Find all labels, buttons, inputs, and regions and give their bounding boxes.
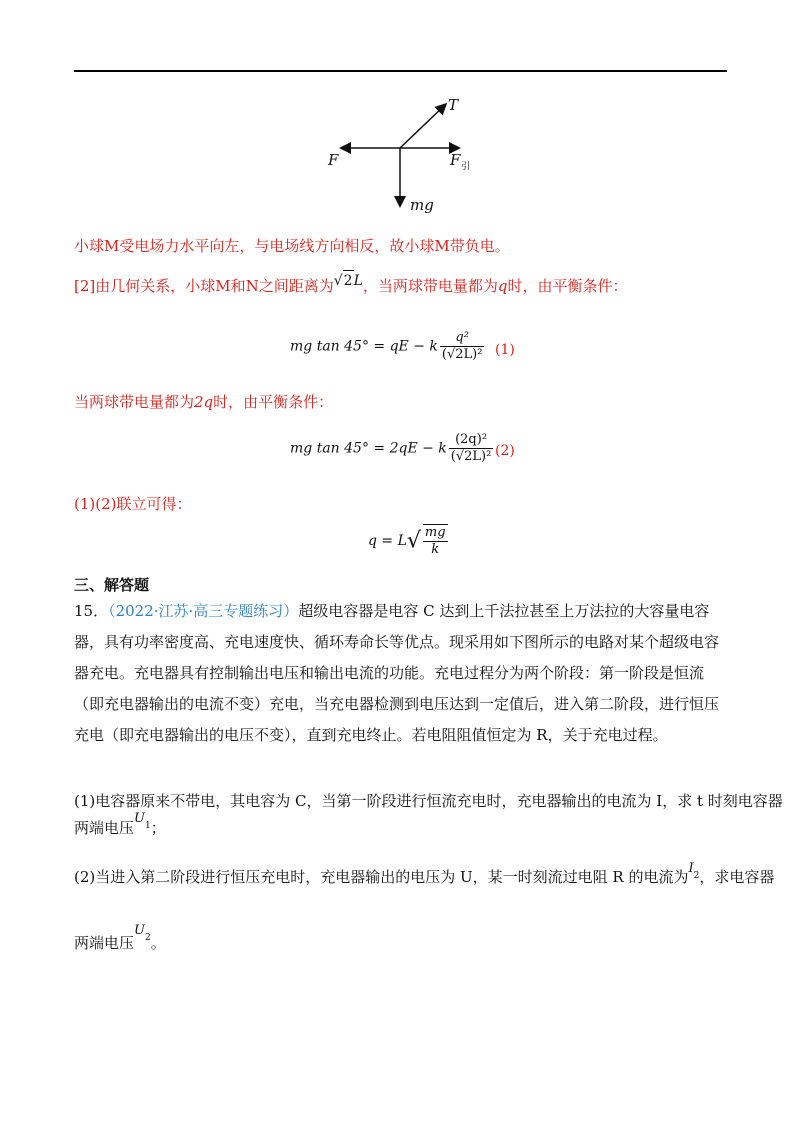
label-T: T bbox=[448, 96, 459, 114]
equation-3: q = L√ $\frac{mg}{k}$ bbox=[368, 525, 446, 557]
solution-line-3: 当两球带电量都为2q时，由平衡条件： bbox=[74, 393, 334, 411]
question-15 bbox=[74, 596, 728, 751]
equation-1-tag: (1) bbox=[495, 342, 515, 358]
force-diagram bbox=[320, 95, 500, 220]
question-source: （2022·江苏·高三专题练习） bbox=[108, 602, 299, 620]
question-stem: 超级电容器是电容 C 达到上千法拉甚至上万法拉的大容量电容器，具有功率密度高、充电速度快、循环寿命长等优点。现采用如下图所示的电路对某个超级电容器充电。充电器具有控制输出电压和输出电流的功能。充电过程分为两个阶段：第一阶段是恒流（即充电器输出的电流不变）充电，当充电器检测到电压达到一定值后，进入第二阶段，进行恒压充电（即充电器输出的电压不变），直到充电终止。若电阻阻值恒定为 R，关于充电过程。 bbox=[74, 602, 720, 744]
solution-line-4: (1)(2)联立可得： bbox=[74, 495, 192, 513]
section-title: 三、解答题 bbox=[74, 576, 150, 594]
label-F-yin-sub: 引 bbox=[461, 162, 471, 172]
label-mg: mg bbox=[410, 196, 434, 214]
subquestion-1-line-2: 两端电压$U_1$； bbox=[74, 811, 166, 837]
equation-2: mg tan 45° = 2qE − k $\frac{\text{(2q)²}}{\text{(√2L)²}}$ bbox=[290, 432, 492, 464]
equation-2-tag: (2) bbox=[495, 443, 515, 459]
solution-line-2: [2]由几何关系，小球M和N之间距离为√2L，当两球带电量都为q时，由平衡条件： bbox=[74, 276, 628, 297]
solution-line-1: 小球M受电场力水平向左，与电场线方向相反，故小球M带负电。 bbox=[74, 237, 510, 255]
label-F-yin: F bbox=[450, 151, 461, 169]
subquestion-1-line-1: (1)电容器原来不带电，其电容为 C，当第一阶段进行恒流充电时，充电器输出的电流为 I，求 t 时刻电容器 bbox=[74, 792, 783, 810]
subquestion-2-line-1: (2)当进入第二阶段进行恒压充电时，充电器输出的电压为 U，某一时刻流过电阻 R 的电流为$I^2$，求电容器 bbox=[74, 861, 775, 886]
question-number: 15． bbox=[74, 602, 109, 620]
header-rule bbox=[74, 70, 727, 72]
arrow-T bbox=[400, 105, 445, 148]
label-F: F bbox=[328, 151, 339, 169]
subquestion-2-line-2: 两端电压$U_2$。 bbox=[74, 923, 166, 952]
equation-1: mg tan 45° = qE − k $\frac{\text{q²}}{\text{(√2L)²}}$ bbox=[290, 330, 483, 362]
